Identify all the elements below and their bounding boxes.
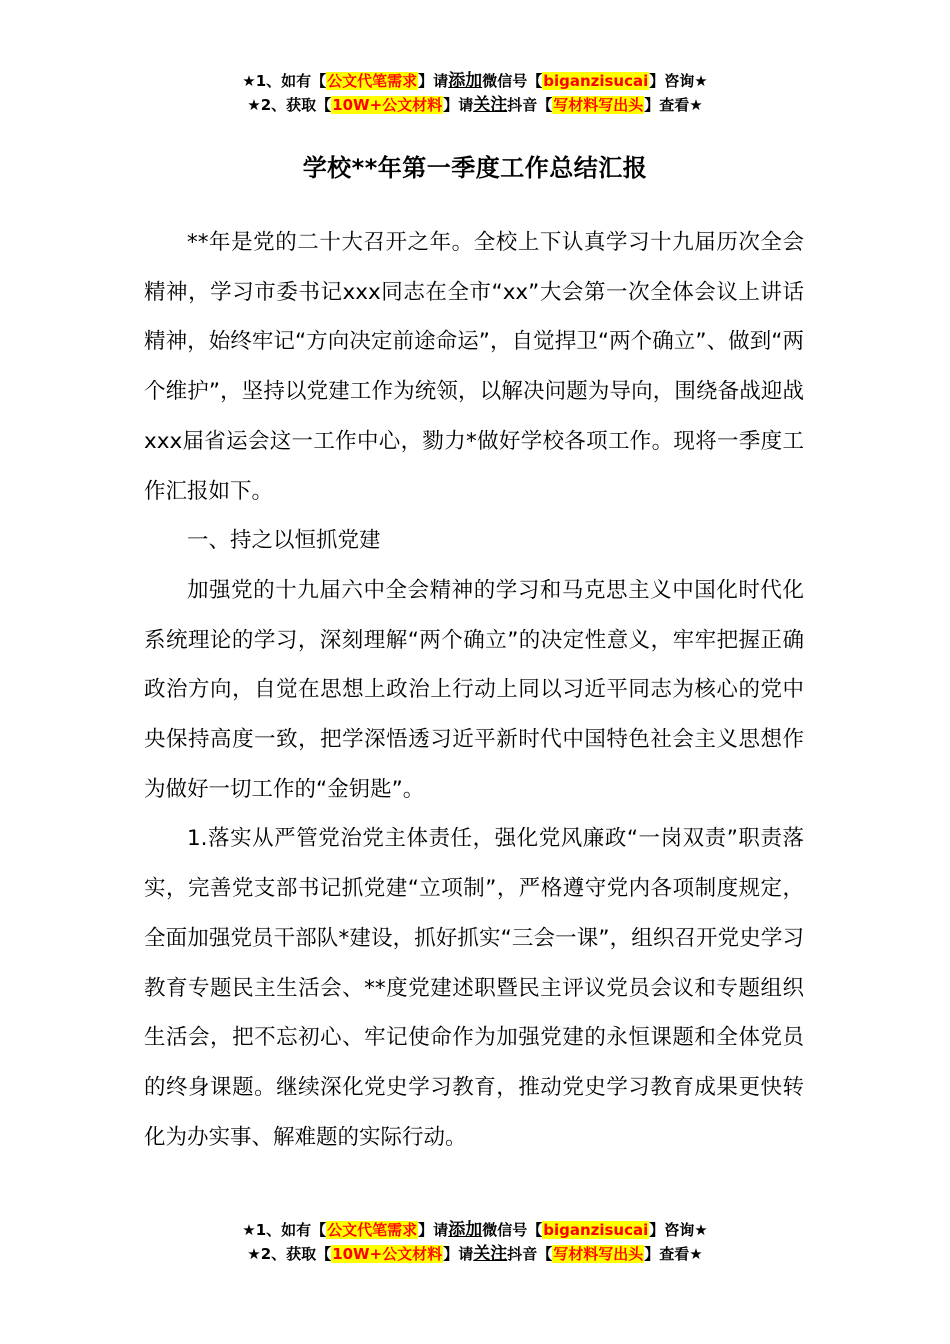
promo-keyword: 关注 — [473, 95, 508, 115]
promo-line-1 — [0, 1218, 950, 1242]
promo-highlight: 公文代笔需求 — [327, 1221, 418, 1239]
document-body — [144, 218, 804, 1162]
promo-wechat-id: biganzisucai — [543, 1221, 649, 1239]
promo-keyword: 添加 — [448, 71, 483, 91]
promo-text: ★2、获取【 — [247, 96, 332, 114]
paragraph: 加强党的十九届六中全会精神的学习和马克思主义中国化时代化系统理论的学习，深刻理解“两个确立”的决定性意义，牢牢把握正确政治方向，自觉在思想上政治上行动上同以习近平同志为核心的党中央保持高度一致，把学深悟透习近平新时代中国特色社会主义思想作为做好一切工作的“金钥匙”。 — [144, 577, 804, 802]
promo-text: 】咨询★ — [649, 72, 708, 90]
paragraph-intro: **年是党的二十大召开之年。全校上下认真学习十九届历次全会精神，学习市委书记xxx同志在全市“xx”大会第一次全体会议上讲话精神，始终牢记“方向决定前途命运”，自觉捍卫“两个确立”、做到“两个维护”，坚持以党建工作为统领，以解决问题为导向，围绕备战迎战xxx届省运会这一工作中心，勠力*做好学校各项工作。现将一季度工作汇报如下。 — [144, 230, 804, 504]
promo-line-2 — [0, 93, 950, 117]
promo-wechat-id: biganzisucai — [543, 72, 649, 90]
document-title: 学校**年第一季度工作总结汇报 — [302, 154, 648, 182]
promo-line-1 — [0, 69, 950, 93]
promo-highlight: 10W+公文材料 — [332, 1245, 443, 1263]
promo-text: 】请 — [443, 1245, 474, 1263]
promo-text: 】咨询★ — [649, 1221, 708, 1239]
promo-text: 抖音【 — [507, 1245, 553, 1263]
promo-highlight: 10W+公文材料 — [332, 96, 443, 114]
promo-text: ★1、如有【 — [242, 72, 327, 90]
promo-text: 】查看★ — [644, 1245, 703, 1263]
promo-line-2 — [0, 1242, 950, 1266]
promo-text: 微信号【 — [482, 72, 543, 90]
promo-footer — [0, 1218, 950, 1266]
promo-text: 】请 — [418, 72, 449, 90]
promo-text: 】查看★ — [644, 96, 703, 114]
promo-text: 抖音【 — [507, 96, 553, 114]
paragraph: 1.落实从严管党治党主体责任，强化党风廉政“一岗双责”职责落实，完善党支部书记抓党建“立项制”，严格遵守党内各项制度规定，全面加强党员干部队*建设，抓好抓实“三会一课”，组织召开党史学习教育专题民主生活会、**度党建述职暨民主评议党员会议和专题组织生活会，把不忘初心、牢记使命作为加强党建的永恒课题和全体党员的终身课题。继续深化党史学习教育，推动党史学习教育成果更快转化为办实事、解难题的实际行动。 — [144, 826, 804, 1150]
promo-text: 】请 — [418, 1221, 449, 1239]
promo-text: ★1、如有【 — [242, 1221, 327, 1239]
promo-keyword: 关注 — [473, 1244, 508, 1264]
promo-douyin-id: 写材料写出头 — [553, 96, 644, 114]
promo-text: 】请 — [443, 96, 474, 114]
promo-highlight: 公文代笔需求 — [327, 72, 418, 90]
promo-text: 微信号【 — [482, 1221, 543, 1239]
promo-douyin-id: 写材料写出头 — [553, 1245, 644, 1263]
promo-header — [0, 69, 950, 117]
promo-keyword: 添加 — [448, 1220, 483, 1240]
section-heading: 一、持之以恒抓党建 — [187, 528, 381, 554]
promo-text: ★2、获取【 — [247, 1245, 332, 1263]
